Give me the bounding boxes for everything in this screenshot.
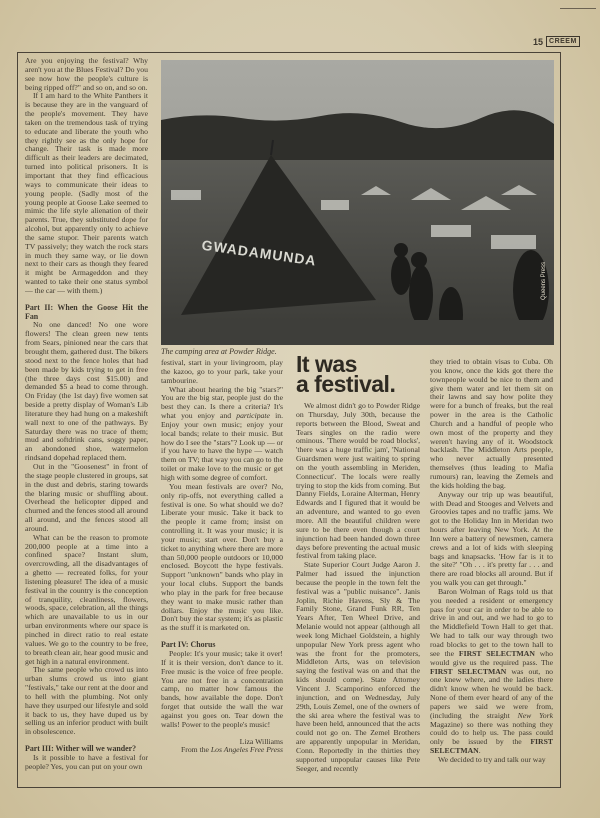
paragraph (25, 57, 148, 92)
paragraph (25, 92, 148, 295)
text-run: FIRST SELECTMAN (430, 737, 553, 756)
text-run: From the (180, 745, 211, 755)
photo-credit: Queens Press (541, 261, 547, 300)
paragraph (430, 358, 553, 491)
text-run: . (478, 746, 481, 756)
paragraph (430, 588, 553, 756)
headline-line-1: It was (296, 351, 357, 377)
headline-line-2: a festival. (296, 371, 396, 397)
text-run: What can be the reason to promote 200,000 people at a time into a confined space? Instant slum, overcrowding, all the disadvantages of a ghetto — recreated folks, for your listening pleasure! The idea of a music festival in the country is the conception of tranquility, cleanliness, flowers, woods, space, celebration, all the things which are unavailable to us in our urban environments where our space is pinched in direct ratio to real estate values. We go to the country to be free, to breath clean air, hear good music and get high in a natural environment. (25, 532, 148, 666)
text-run: who would give us the required pass. The (430, 648, 553, 667)
text-run: We decided to try and talk our way (438, 754, 546, 764)
column-2 (161, 359, 283, 779)
text-run: Out in the "Goosenest" in front of the stage people clustered in groups, sat in the dust and debris, staring towards the blaring music or shuffling about. Overhead the helicopter dipped and churned and the fences stood all around all around, and the fences stood all around. (25, 461, 148, 533)
page-number: 15 (533, 36, 544, 47)
paragraph (296, 402, 420, 561)
byline (161, 738, 283, 756)
text-run: festival, start in your livingroom, play the kazoo, go to your park, take your tambourine. (161, 359, 283, 385)
text-run: participate (236, 411, 270, 421)
paragraph (25, 666, 148, 737)
text-run: Anyway our trip up was beautiful, with Dead and Stooges and Velvets and Groovies tapes and no traffic jams. We got to the Holiday Inn in Meridan two hours after leaving New York. At the Inn were a battery of newsmen, camera crews and a lot of kids with sleeping bags and knapsacks. 'How far is it to the site?' "Oh . . . it's pretty far . . . and there are road blocks all around. But if you walk you can get through." (430, 489, 553, 588)
photo-caption: The camping area at Powder Ridge. (161, 347, 277, 356)
corner-rule (560, 8, 596, 9)
section-heading: Part II: When the Goose Hit the Fan (25, 302, 148, 321)
text-run: People: It's your music; take it over! If it is their version, don't dance to it. Free music is the voice of free people. You are not free in a concentration camp, no matter how famous the bands, how available the dope. Don't forget that outside the wall the war against you goes on. Tear down the walls! Power to the people's music! (161, 649, 283, 729)
text-run: State Superior Court Judge Aaron J. Palmer had issued the injunction because the people in the town felt the festival was a "public nuisance". Janis Joplin, Richie Havens, Sly & The Family Stone, Grand Funk RR, Ten Years After, Ten Wheel Drive, and Melanie would not appear (although all week long Michael Goldstein, a highly unpopular New York press agent who was the front for the promoters, Middleton Arts, was on television saying the festival was on and that the kids should come). State Attorney Vincent J. Scamporino enforced the injunction, and on Wednesday, July 29th, Louis Zemel, one of the owners of the ski area where the festival was to have been held, announced that the acts could not go on. The Zemel Brothers are apparently unpopular in Meridan, Conn. Reportedly in the thirties they supported unpopular causes like Pete Seeger, and recently (296, 560, 420, 773)
text-run: Are you enjoying the festival? Why aren't you at the Blues Festival? Do you see now how the people's culture is being ripped off?" and so on, and so on. (25, 57, 148, 92)
section-heading: Part III: Wither will we wander? (25, 744, 137, 754)
text-run: Magazine) so there was nothing they could do to help us. The pass could only be issued by the (430, 719, 553, 747)
paragraph (161, 386, 283, 483)
section-heading: Part IV: Chorus (161, 640, 216, 650)
page-folio (533, 36, 580, 47)
text-run: You mean festivals are over? No, only rip-offs, not everything called a festival is one. So what should we do? Liberate your music. Take it back to the people it came from; insist on controlling it. It was your music; it is your music; start over. Don't buy a ticket to anything where there are more than 50,000 people outdoors or 10,000 enclosed. Boycott the hype festivals. Support "unknown" bands who play in your local clubs. Support the bands who play in the park for free because they want to make music rather than dollars. Enjoy the music you like. Don't buy the star system; it's as plastic as the stuff it is marketed on. (161, 481, 283, 633)
paragraph (430, 491, 553, 588)
text-run: FIRST SELECTMAN (458, 648, 535, 658)
text-run: New York (517, 710, 553, 720)
column-1 (25, 57, 148, 785)
paragraph (25, 321, 148, 463)
paragraph (25, 534, 148, 667)
paragraph (296, 561, 420, 773)
text-run: The same people who crowd us into urban slums crowd us into giant "festivals," take our rent at the door and to hell with the plumbing. Not only have they usurped our lifestyle and sold it back to us, they have duped us by selling us an inferior product with built in obsolescence. (25, 665, 148, 737)
text-run: What about hearing the big "stars?" You are the big star, people just do the best they can. Is there a criteria? It's what you enjoy and (161, 384, 283, 421)
text-run: Is it possible to have a festival for people? Yes, you can put on your own (25, 752, 148, 771)
camping-area-image (161, 60, 554, 345)
paragraph (430, 756, 553, 765)
column-3 (296, 402, 420, 780)
text-run: Los Angeles Free Press (210, 745, 283, 755)
paragraph (161, 650, 283, 730)
author-name: Liza Williams (239, 736, 283, 746)
text-run: If I am hard to the White Panthers it is because they are in the vanguard of the people's movement. They have taken on the tremendous task of trying to educate and liberate the youth who they rightly see as the only hope for change. Their task is made more difficult as their leaders are decimated, turned into political prisoners. It is important that they find efficacious ways to communicate their ideas to young people. (Sadly most of the young people at Goose Lake seemed to mimic the life style alienation of their parents. True, they substituted dope for alcohol, but apparently only to achieve the same stupor. Their parents watch TV passively; they watch the rock stars in much they same way, or lie down next to their cars as though they feared it might be Armageddon and they wanted to take their one status symbol — the car — with them.) (25, 91, 148, 295)
festival-photo (161, 60, 554, 345)
text-run: was out, no one knew where, and the ladies there didn't know when he would be back. None of them ever heard of any of the papers we said we were from, (including the straight (430, 666, 553, 720)
paragraph (25, 463, 148, 534)
text-run: No one danced! No one wore flowers! The clean green new tents from Sears, pinioned near the cars that brought them, gathered dust. The bikers stood next to the fence holes that had been made by kids trying to get in free (the three days cost $15.00) and demanded $5 a head to come through. On Friday (the 1st day) five women sat beside a pretty display of Woman's Lib literature they had hung on a makeshift wall next to one of the pathways. By Saturday there was no trace of them; mud and softdrink cans, soggy paper, an abondoned shoe, watermelon rindsand dopehad replaced them. (25, 320, 148, 463)
source-credit (161, 746, 283, 755)
text-run: they tried to obtain visas to Cuba. Oh you know, once the kids got there the townpeople would be nice to them and give them water and let them sit on their lawns and say how polite they were for a bunch of freaks, but the real power in the area is the Catholic Church and a handful of people who own most of the property and they weren't having any of it. Woodstock backlash. The Middleton Arts people, who never actually presented themselves (thus leading to Mafia rumours) ran, leaving the Zemels and the kids holding the bag. (430, 358, 553, 490)
paragraph (25, 754, 148, 772)
text-run: We almost didn't go to Powder Ridge on Thursday, July 30th, because the reports between the Blood, Sweat and Tears singles on the radio were ominous. 'There would be road blocks', 'there was a huge traffic jam', 'National Guardsmen were just waiting to spring on the youth assembling in Meriden, Connecticut'. The locals were really trying to stop the kids from coming. But Danny Fields, Loraine Alterman, Henry Edwards and I figured that it would be an adventure, and wanted to go even more. All the beautiful children were sure to be there even though a court injunction had been handed down three days before preventing the actual music festival from taking place. (296, 402, 420, 561)
paragraph (161, 359, 283, 386)
magazine-logo: CREEM (546, 36, 580, 47)
text-run: Baron Wolman of Rags told us that you needed a resident or emergency pass for your car in order to be able to drive in and out, and we had to go to the Middlefield Town Hall to get that. We had to talk our way through two road blocks to get to the town hall to see the (430, 586, 553, 658)
column-4 (430, 358, 553, 779)
article-headline (296, 351, 396, 397)
text-run: in. Enjoy your own music; enjoy your local bands; relate to their music. But how do I see the "stars"? Look up — or if you have to have the hype — watch them on TV; that way you can go to the toilet or make love to the music or get high with some degree of comfort. (161, 411, 283, 482)
tent-lettering: GWADAMUNDA (200, 236, 318, 269)
text-run: FIRST SELECTMAN (430, 666, 507, 676)
paragraph (161, 483, 283, 633)
